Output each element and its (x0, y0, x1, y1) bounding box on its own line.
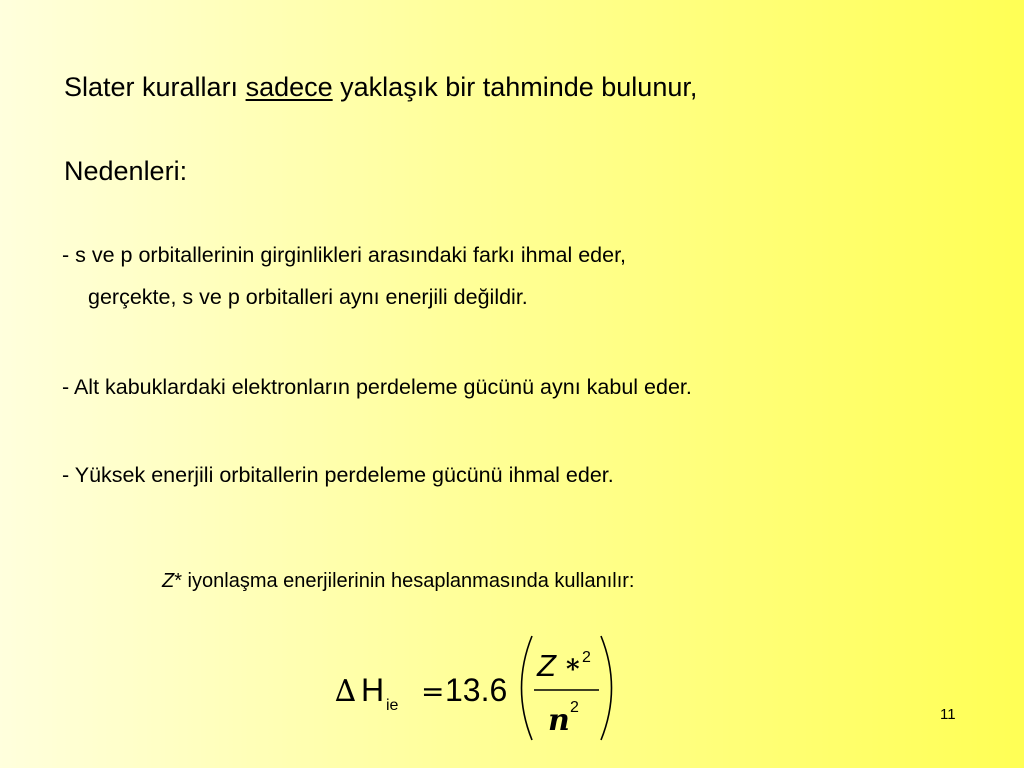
zeff-usage-line (162, 570, 634, 593)
intro-line (64, 72, 697, 103)
h-subscript: ie (386, 697, 399, 714)
reason-3: - Yüksek enerjili orbitallerin perdeleme gücünü ihmal eder. (62, 463, 614, 487)
reasons-heading: Nedenleri: (64, 156, 188, 186)
numerator-exponent: 2 (582, 649, 591, 666)
left-parenthesis (522, 636, 533, 740)
ionization-energy-formula (335, 628, 620, 746)
numerator-z: Z (537, 648, 556, 683)
reason-1: - s ve p orbitallerinin girginlikleri arasındaki farkı ihmal eder, (62, 243, 627, 267)
reason-1-continued: gerçekte, s ve p orbitalleri aynı enerjili değildir. (88, 285, 528, 309)
zeff-symbol: Z (162, 570, 175, 592)
coefficient: 13.6 (445, 672, 508, 708)
denominator-n: n (548, 703, 570, 738)
right-parenthesis (601, 636, 612, 740)
intro-underlined-word: sadece (245, 72, 333, 102)
reason-2: - Alt kabuklardaki elektronların perdeleme gücünü aynı kabul eder. (62, 375, 692, 399)
intro-text-end: yaklaşık bir tahminde bulunur, (332, 72, 698, 102)
intro-text-start: Slater kuralları (64, 72, 246, 102)
h-symbol: H (361, 672, 385, 708)
delta-symbol: ∆ (335, 674, 356, 709)
numerator-star: * (566, 655, 580, 685)
page-number: 11 (940, 706, 956, 723)
zeff-usage-text: * iyonlaşma enerjilerinin hesaplanmasında kullanılır: (174, 570, 635, 592)
equals-sign: = (421, 675, 445, 708)
denominator-exponent: 2 (570, 699, 579, 716)
